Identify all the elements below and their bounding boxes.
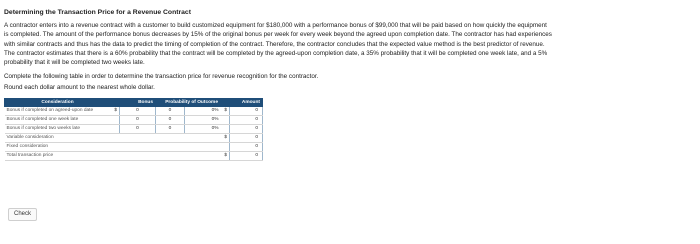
instruction-text: Complete the following table in order to determine the transaction price for revenue recognition for the contractor. (4, 73, 319, 81)
bonus-input[interactable]: 0 (120, 107, 156, 116)
dollar-sign: $ (111, 107, 120, 116)
description-line: The contractor estimates that there is a 60% probability that the contract will be completed by the agreed-upon completion date, a 35% probability that it will be completed one week late, and a 5% (4, 49, 548, 57)
fixed-consideration-input[interactable]: 0 (230, 143, 263, 152)
table-row (5, 143, 263, 152)
table-row (5, 107, 263, 116)
dollar-sign (221, 125, 230, 134)
table-row (5, 134, 263, 143)
table-header-row (5, 99, 263, 107)
row-label: Variable consideration (5, 134, 111, 143)
header-consideration: Consideration (5, 99, 111, 107)
probability-input[interactable]: 0 (156, 116, 185, 125)
check-button[interactable]: Check (8, 208, 37, 221)
problem-description (4, 21, 696, 67)
probability-percent: 0% (185, 125, 221, 134)
row-label: Bonus if completed on agreed-upon date (5, 107, 111, 116)
empty-cell (111, 143, 221, 152)
probability-percent: 0% (185, 116, 221, 125)
dollar-sign (111, 116, 120, 125)
amount-input[interactable]: 0 (230, 107, 263, 116)
amount-input[interactable]: 0 (230, 125, 263, 134)
row-label: Fixed consideration (5, 143, 111, 152)
header-bonus: Bonus (111, 99, 156, 107)
description-line: A contractor enters into a revenue contract with a customer to build customized equipment for $180,000 with a performance bonus of $99,000 that will be paid based on how quickly the equipment (4, 22, 547, 29)
variable-consideration-input[interactable]: 0 (230, 134, 263, 143)
header-probability: Probability of Outcome (156, 99, 221, 107)
bonus-input[interactable]: 0 (120, 125, 156, 134)
amount-input[interactable]: 0 (230, 116, 263, 125)
empty-cell (111, 134, 221, 143)
description-line: is completed. The amount of the performance bonus decreases by 15% of the original bonus per week for every week beyond the agreed upon completion date. The contractor has had experiences (4, 31, 552, 39)
table-row (5, 116, 263, 125)
page-title: Determining the Transaction Price for a Revenue Contract (4, 9, 191, 16)
rounding-note: Round each dollar amount to the nearest whole dollar. (4, 84, 155, 92)
row-label: Total transaction price (5, 152, 111, 161)
description-line: probability that it will be completed two weeks late. (4, 59, 145, 67)
dollar-sign: $ (221, 134, 230, 143)
dollar-sign (111, 125, 120, 134)
probability-percent: 0% (185, 107, 221, 116)
row-label: Bonus if completed one week late (5, 116, 111, 125)
transaction-price-table (4, 98, 263, 161)
dollar-sign (221, 116, 230, 125)
dollar-sign: $ (221, 107, 230, 116)
bonus-input[interactable]: 0 (120, 116, 156, 125)
dollar-sign: $ (221, 152, 230, 161)
row-label: Bonus if completed two weeks late (5, 125, 111, 134)
probability-input[interactable]: 0 (156, 125, 185, 134)
probability-input[interactable]: 0 (156, 107, 185, 116)
total-transaction-price-input[interactable]: 0 (230, 152, 263, 161)
table-row (5, 125, 263, 134)
empty-cell (111, 152, 221, 161)
table-row (5, 152, 263, 161)
dollar-sign (221, 143, 230, 152)
description-line: with similar contracts and thus has the data to predict the timing of completion of the contract. Therefore, the contractor concludes that the expected value method is the best predictor of revenue. (4, 40, 545, 48)
header-amount: Amount (221, 99, 263, 107)
